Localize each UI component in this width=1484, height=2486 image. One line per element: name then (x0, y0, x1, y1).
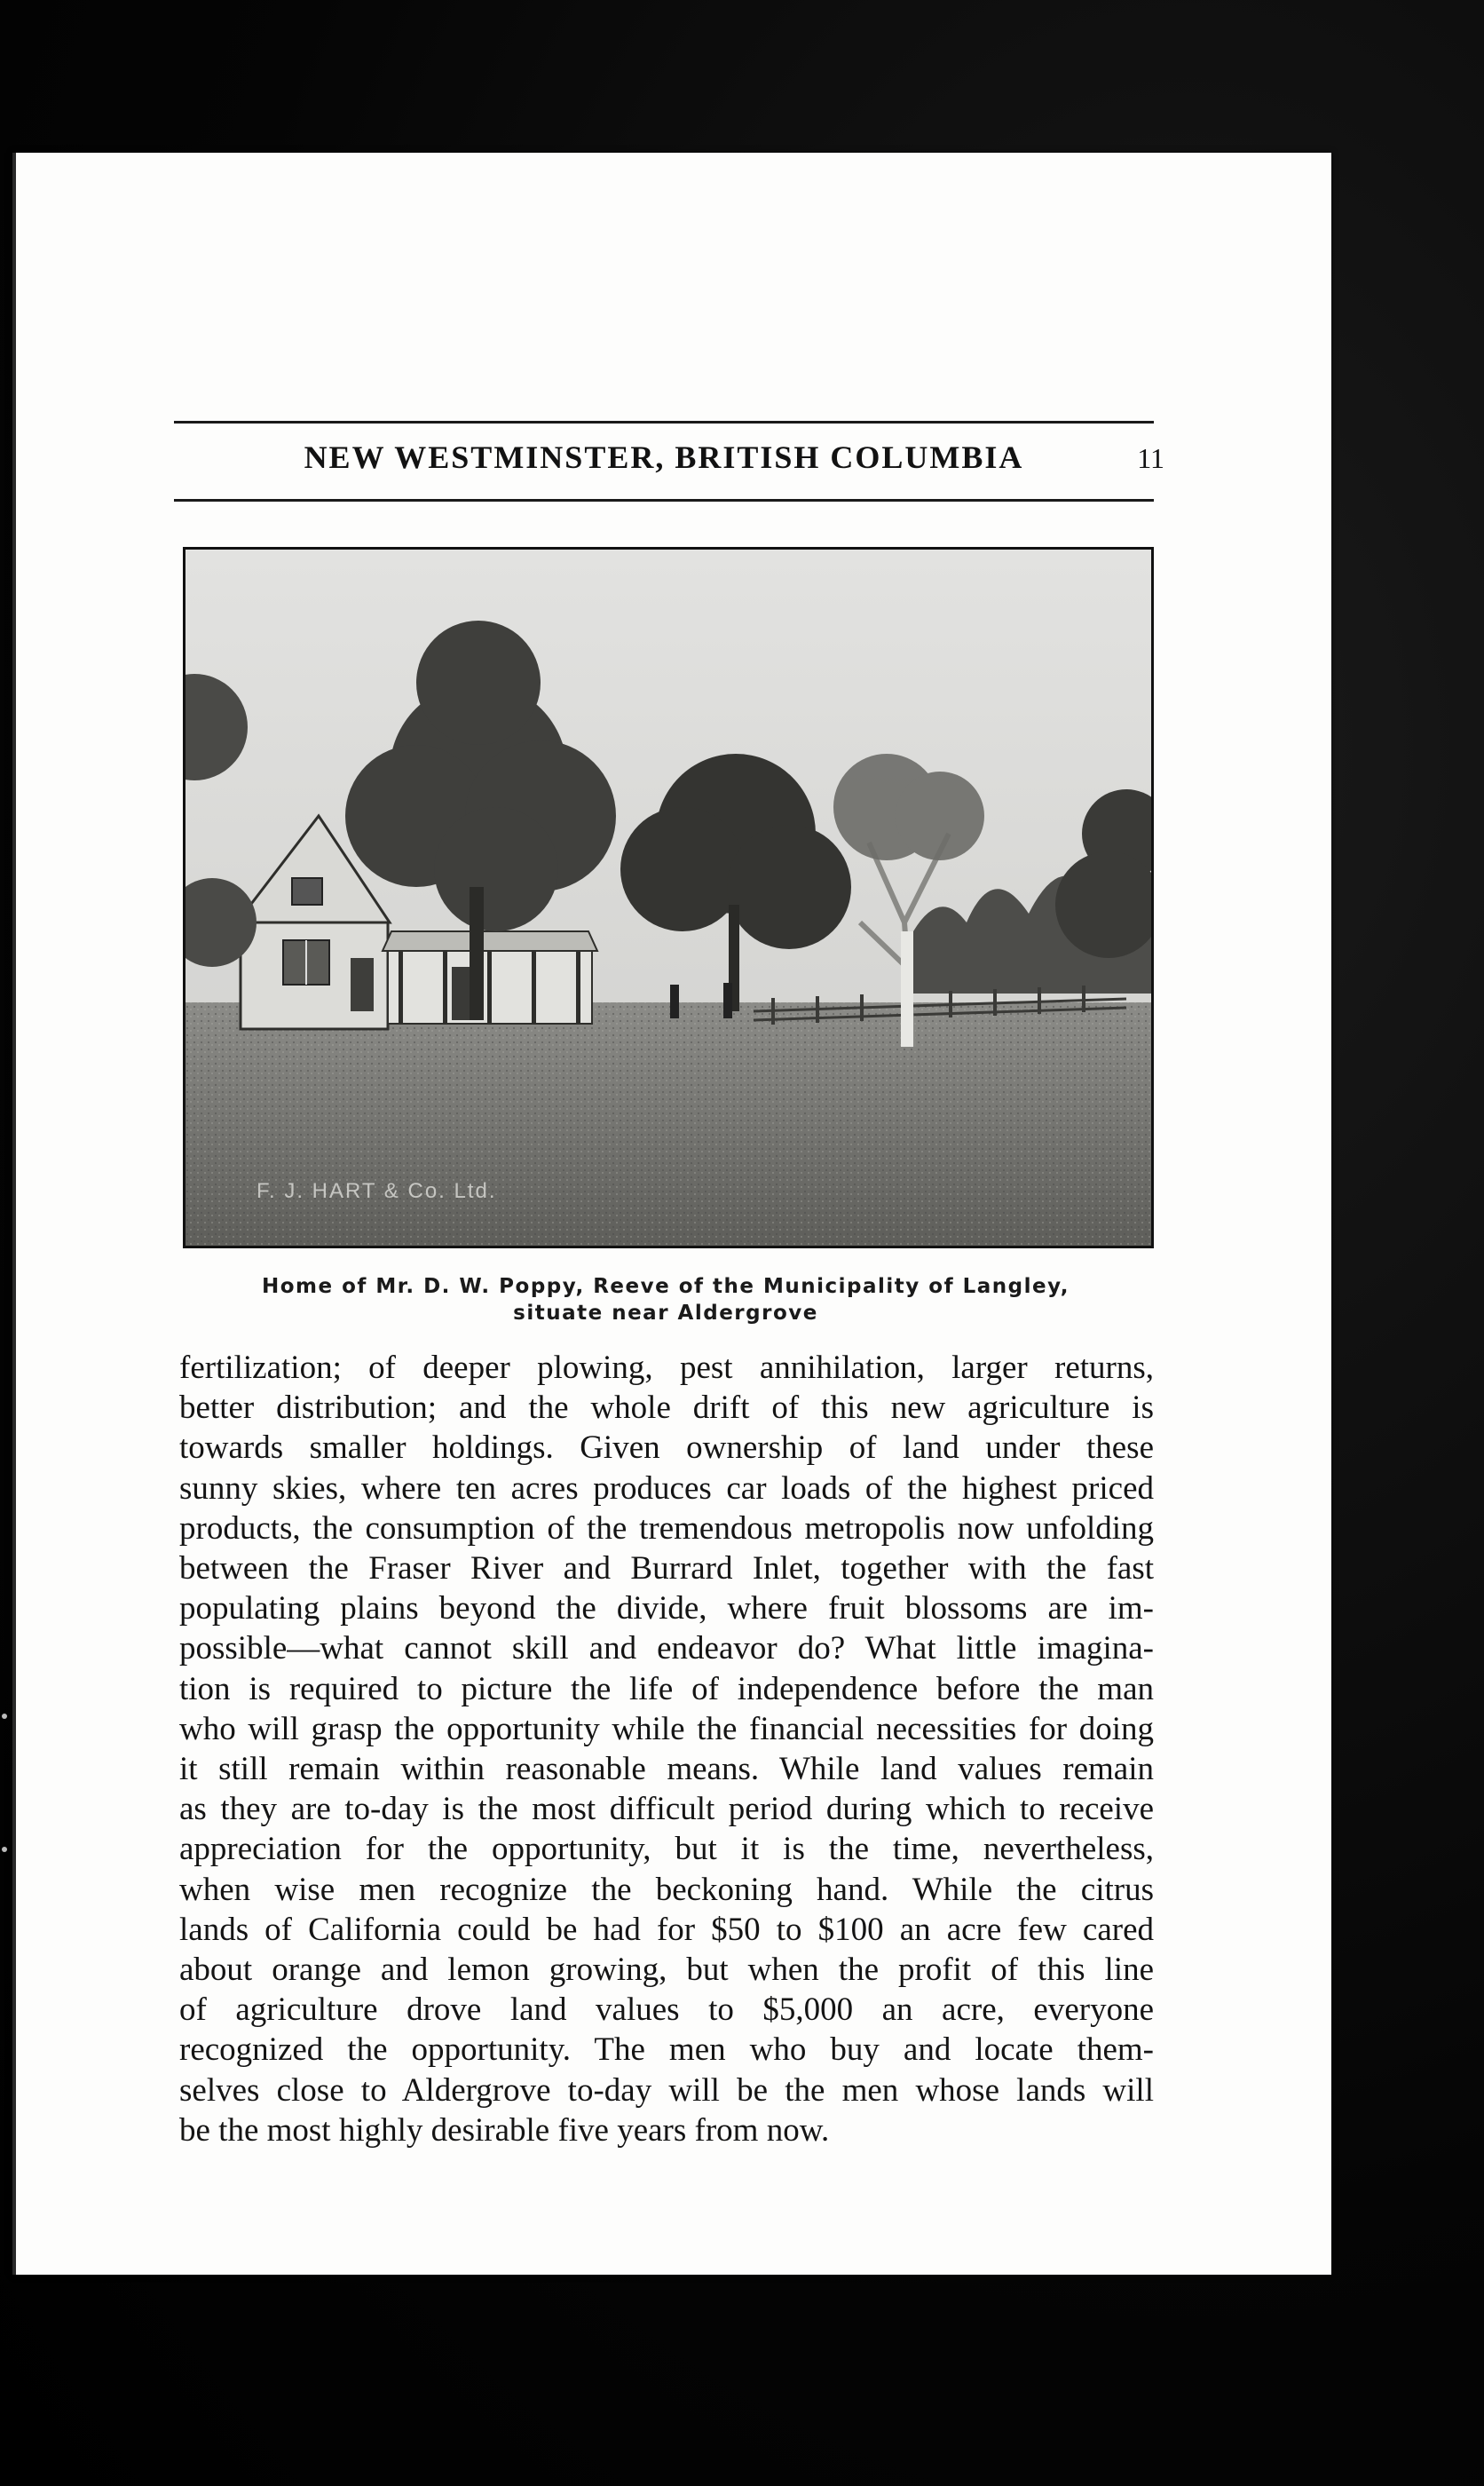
body-line: appreciation for the opportunity, but it is the time, nevertheless, (179, 1831, 1154, 1868)
scan-edge-mark (2, 1847, 7, 1852)
body-line: be the most highly desirable five years from now. (179, 2111, 830, 2149)
body-line: fertilization; of deeper plowing, pest annihilation, larger returns, (179, 1350, 1154, 1386)
body-line: selves close to Aldergrove to-day will be the men whose lands will (179, 2071, 1154, 2109)
body-line: about orange and lemon growing, but when the profit of this line (179, 1952, 1154, 1989)
body-line: of agriculture drove land values to $5,000 an acre, everyone (179, 1991, 1154, 2029)
body-line: it still remain within reasonable means. While land values remain (179, 1751, 1154, 1788)
body-line: when wise men recognize the beckoning hand. While the citrus (179, 1871, 1154, 1908)
header-rule-top (174, 421, 1154, 424)
farmhouse-photo (183, 547, 1154, 1248)
caption-line-2: situate near Aldergrove (513, 1302, 818, 1325)
body-line: products, the consumption of the tremendous metropolis now unfolding (179, 1509, 1154, 1547)
book-page (12, 153, 1331, 2275)
body-line: better distribution; and the whole drift of this new agriculture is (179, 1389, 1154, 1427)
body-line: possible—what cannot skill and endeavor do? What little imagina- (179, 1630, 1154, 1667)
running-head: NEW WESTMINSTER, BRITISH COLUMBIA (304, 439, 1024, 475)
body-paragraph (179, 1348, 1154, 2150)
header-rule-bottom (174, 499, 1154, 502)
body-line: lands of California could be had for $50 to $100 an acre few cared (179, 1911, 1154, 1948)
body-line: towards smaller holdings. Given ownership of land under these (179, 1429, 1154, 1467)
body-line: as they are to-day is the most difficult period during which to receive (179, 1791, 1154, 1828)
caption-line-1: Home of Mr. D. W. Poppy, Reeve of the Municipality of Langley, (261, 1275, 1070, 1298)
photo-caption (183, 1273, 1149, 1326)
body-line: between the Fraser River and Burrard Inlet, together with the fast (179, 1550, 1154, 1587)
scan-edge-mark (2, 1714, 7, 1719)
body-line: sunny skies, where ten acres produces car loads of the highest priced (179, 1469, 1154, 1507)
page-number: 11 (1137, 442, 1164, 474)
body-line: populating plains beyond the divide, where fruit blossoms are im- (179, 1590, 1154, 1627)
body-line: recognized the opportunity. The men who buy and locate them- (179, 2031, 1154, 2069)
body-line: tion is required to picture the life of independence before the man (179, 1670, 1154, 1707)
photographer-watermark: F. J. HART & Co. Ltd. (257, 1179, 497, 1203)
body-line: who will grasp the opportunity while the financial necessities for doing (179, 1710, 1154, 1747)
